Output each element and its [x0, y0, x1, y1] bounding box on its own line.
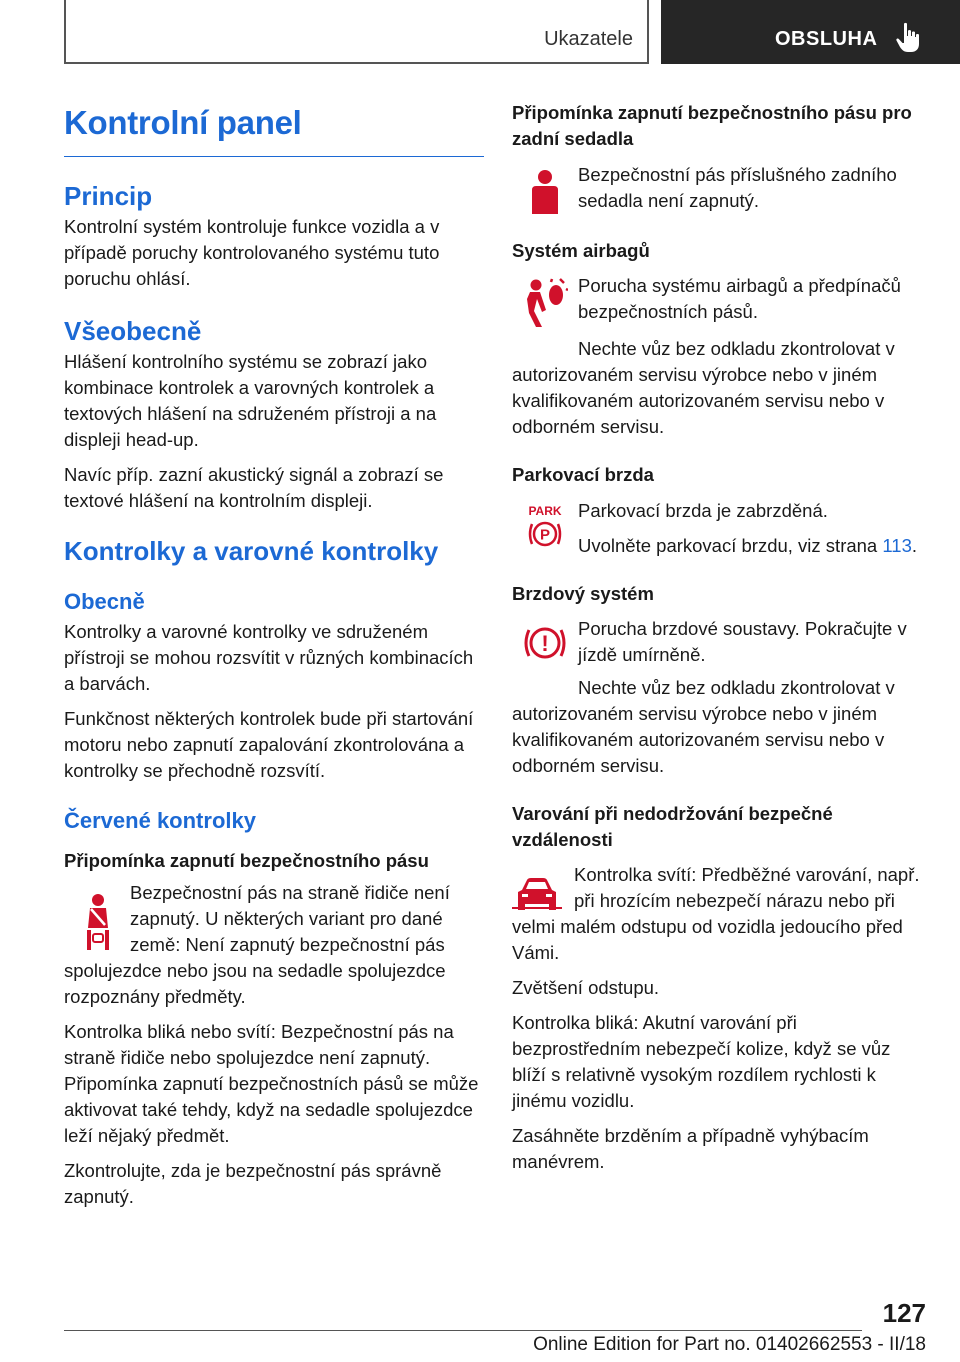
front-collision-warning-icon: [512, 876, 562, 912]
right-column: [512, 100, 927, 1175]
pointing-hand-icon: [895, 22, 921, 54]
left-column: [64, 100, 484, 1210]
seatbelt-front-text-1: Bezpečnostní pás na straně řidiče není zapnutý. U některých variant pro dané země: Není zapnutý bezpečnostní pás spolujezdce nebo jsou na sedadle spolujezdce rozpoznány předměty.: [64, 882, 450, 1007]
heading-kontrolky: Kontrolky a varovné kontrolky: [64, 536, 439, 566]
heading-seatbelt-front: Připomínka zapnutí bezpečnostního pásu: [64, 850, 429, 871]
page-number: 127: [882, 1298, 926, 1328]
footer-divider: [64, 1330, 862, 1331]
distance-text-3: Kontrolka bliká: Akutní varování při bezprostředním nebezpečí kolize, když se vůz blíží s relativně vysokým rozdílem rychlosti k jinému vozidlu.: [512, 1012, 891, 1111]
obecne-text-2: Funkčnost některých kontrolek bude při startování motoru nebo zapnutí zapalování zkontrolována a kontrolky se přechodně rozsvítí.: [64, 708, 474, 781]
rear-seatbelt-item: [512, 162, 927, 216]
distance-text-2: Zvětšení odstupu.: [512, 977, 660, 998]
brake-icon-symbol: !: [541, 631, 549, 656]
parking-brake-item: [512, 498, 927, 559]
heading-brake-system: Brzdový systém: [512, 583, 654, 604]
vseobecne-text-2: Navíc příp. zazní akustický signál a zobrazí se textové hlášení na kontrolním displeji.: [64, 464, 444, 511]
parking-brake-text-1: Parkovací brzda je zabrzděná.: [578, 500, 828, 521]
parking-brake-text-2: [578, 533, 917, 559]
brake-system-text-2: Nechte vůz bez odkladu zkontrolovat v autorizovaném servisu výrobce nebo v jiném kvalifikovaném autorizovaném servisu nebo v odborném servisu.: [512, 677, 895, 776]
distance-text-1: Kontrolka svítí: Předběžné varování, např. při hrozícím nebezpečí nárazu nebo při velmi malém odstupu od vozidla jedoucího před Vámi.: [512, 864, 920, 963]
heading-seatbelt-rear: Připomínka zapnutí bezpečnostního pásu pro zadní sedadla: [512, 102, 912, 149]
obecne-text-1: Kontrolky a varovné kontrolky ve sdruženém přístroji se mohou rozsvítit v různých kombinacích a barvách.: [64, 621, 474, 694]
seatbelt-front-text-3: Zkontrolujte, zda je bezpečnostní pás správně zapnutý.: [64, 1160, 442, 1207]
airbag-text-2: Nechte vůz bez odkladu zkontrolovat v autorizovaném servisu výrobce nebo v jiném kvalifikovaném autorizovaném servisu nebo v odborném servisu.: [512, 338, 895, 437]
heading-airbag: Systém airbagů: [512, 240, 650, 261]
seatbelt-front-text-2: Kontrolka bliká nebo svítí: Bezpečnostní pás na straně řidiče nebo spolujezdce není zapnutý. Připomínka zapnutí bezpečnostních pásů se může aktivovat také tehdy, když na sedadle spolujezdce leží nějaký předmět.: [64, 1021, 479, 1146]
page-reference-link[interactable]: 113: [882, 535, 912, 556]
park-icon-letter: P: [539, 526, 551, 544]
distance-warning-block: [512, 862, 927, 1175]
heading-vseobecne: Všeobecně: [64, 316, 202, 346]
header-section-box: [64, 0, 649, 64]
heading-parking-brake: Parkovací brzda: [512, 464, 654, 485]
heading-distance-warning: Varování při nedodržování bezpečné vzdálenosti: [512, 803, 833, 850]
heading-obecne: Obecně: [64, 589, 145, 614]
brake-system-warning-icon: [521, 620, 569, 666]
princip-text: Kontrolní systém kontroluje funkce vozidla a v případě poruchy kontrolovaného systému tuto poruchu ohlásí.: [64, 216, 440, 289]
distance-text-4: Zasáhněte brzděním a případně vyhýbacím manévrem.: [512, 1125, 869, 1172]
rear-seatbelt-text: Bezpečnostní pás příslušného zadního sedadla není zapnutý.: [578, 164, 897, 211]
airbag-warning-icon: [522, 277, 568, 329]
airbag-text-1: Porucha systému airbagů a předpínačů bezpečnostních pásů.: [578, 275, 901, 322]
brake-system-text-1: Porucha brzdové soustavy. Pokračujte v jízdě umírněně.: [578, 618, 907, 665]
heading-cervene: Červené kontrolky: [64, 808, 256, 833]
airbag-item: [512, 273, 927, 329]
heading-princip: Princip: [64, 181, 153, 211]
page-title: Kontrolní panel: [64, 100, 484, 157]
parking-brake-text-2-pre: Uvolněte parkovací brzdu, viz strana: [578, 535, 883, 556]
park-icon-text: PARK: [528, 504, 562, 518]
brake-system-item: [512, 616, 927, 668]
seatbelt-warning-icon: [82, 892, 116, 952]
header-chapter-label: OBSLUHA: [775, 28, 878, 50]
header-chapter-tab: [661, 0, 960, 64]
vseobecne-text-1: Hlášení kontrolního systému se zobrazí jako kombinace kontrolek a varovných kontrolek a textových hlášení na sdruženém přístroji a na displeji head-up.: [64, 351, 437, 450]
parking-brake-text-2-post: .: [911, 535, 918, 556]
parking-brake-icon: [525, 502, 565, 550]
header-section-label: Ukazatele: [544, 28, 633, 50]
footer-edition: Online Edition for Part no. 01402662553 - II/18: [533, 1334, 926, 1355]
rear-seatbelt-icon: [528, 168, 562, 216]
seatbelt-front-block: [64, 880, 484, 1210]
